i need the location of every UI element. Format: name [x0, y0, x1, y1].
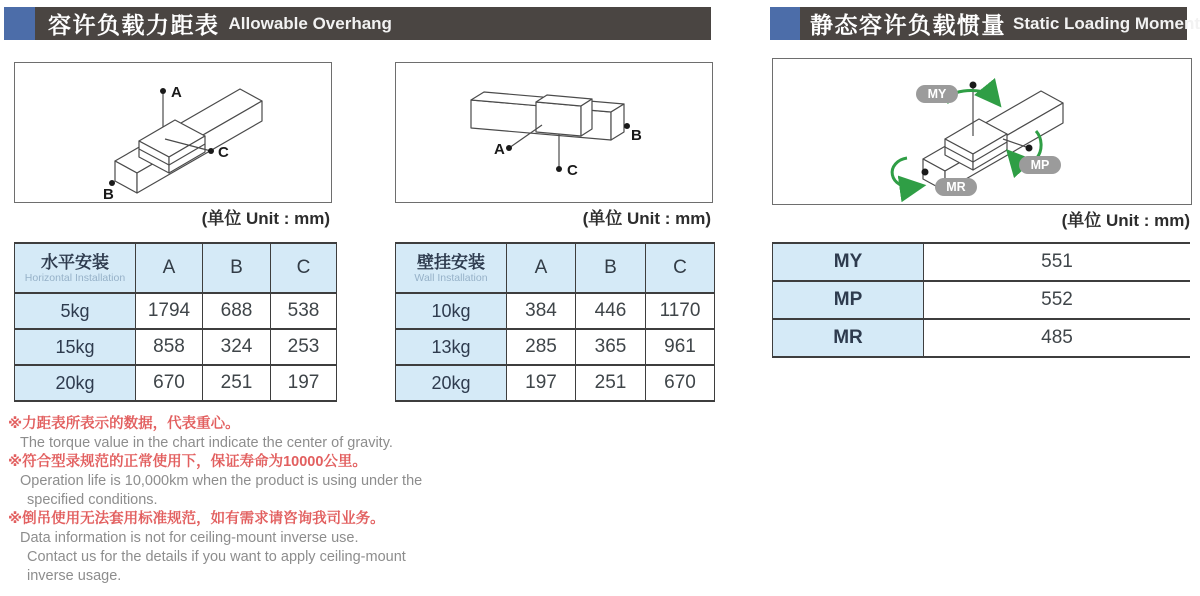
column-header-c: C: [271, 243, 337, 293]
value-cell: 1794: [136, 293, 203, 329]
mr-axis-dot: [922, 169, 929, 176]
value-cell: 446: [576, 293, 646, 329]
mp-badge-label: MP: [1030, 158, 1050, 172]
note-zh: ※力距表所表示的数据，代表重心。: [8, 416, 240, 432]
unit-label: (单位 Unit : mm): [582, 209, 711, 228]
point-a-label: A: [494, 141, 505, 158]
table-title-en: Wall Installation: [414, 271, 488, 284]
allowable-overhang-header: [4, 7, 711, 40]
mr-rotation-arrow: [892, 158, 913, 187]
header-title-zh: 静态容许负载惯量: [810, 12, 1006, 38]
column-header-a: A: [507, 243, 576, 293]
moment-value-cell: 551: [924, 243, 1191, 281]
table-title-zh: 壁挂安装: [417, 252, 485, 272]
point-a-dot: [506, 145, 512, 151]
table-row: [15, 293, 337, 329]
table-row: [773, 319, 1191, 357]
table-title-cell: [396, 243, 507, 293]
column-header-c: C: [646, 243, 715, 293]
load-cell: 10kg: [396, 293, 507, 329]
static-loading-moment-header: [770, 7, 1200, 40]
table-row: [15, 329, 337, 365]
table-title-en: Horizontal Installation: [24, 271, 126, 284]
table-row: [396, 329, 715, 365]
value-cell: 858: [136, 329, 203, 365]
note-en: Data information is not for ceiling-mount inverse use.: [20, 530, 359, 546]
point-b-dot: [624, 123, 630, 129]
value-cell: 253: [271, 329, 337, 365]
header-title-en: Allowable Overhang: [228, 13, 392, 33]
horizontal-installation-table: [14, 242, 337, 402]
my-badge-label: MY: [927, 87, 947, 101]
value-cell: 670: [646, 365, 715, 401]
value-cell: 197: [271, 365, 337, 401]
rail-isometric-drawing: [15, 63, 331, 202]
value-cell: 688: [203, 293, 271, 329]
load-cell: 20kg: [396, 365, 507, 401]
column-header-b: B: [576, 243, 646, 293]
mr-badge: [935, 178, 977, 196]
moment-value-cell: 485: [924, 319, 1191, 357]
value-cell: 670: [136, 365, 203, 401]
moment-label-cell: MY: [773, 243, 924, 281]
point-b-label: B: [103, 186, 114, 202]
load-cell: 5kg: [15, 293, 136, 329]
moment-label-cell: MP: [773, 281, 924, 319]
note-en: specified conditions.: [27, 492, 158, 508]
note-en: inverse usage.: [27, 568, 122, 584]
header-accent-square: [4, 7, 35, 40]
my-badge: [916, 85, 958, 103]
value-cell: 285: [507, 329, 576, 365]
point-a-label: A: [171, 84, 182, 101]
table-row: [396, 293, 715, 329]
unit-label: (单位 Unit : mm): [1061, 211, 1190, 230]
load-cell: 20kg: [15, 365, 136, 401]
table-title-cell: [15, 243, 136, 293]
horizontal-installation-diagram: [14, 62, 332, 203]
table-row: [773, 243, 1191, 281]
note-zh: ※符合型录规范的正常使用下，保证寿命为10000公里。: [8, 454, 367, 470]
note-zh: ※倒吊使用无法套用标准规范，如有需求请咨询我司业务。: [8, 511, 385, 527]
rail-moment-drawing: [773, 59, 1191, 204]
mp-axis-dot: [1026, 145, 1033, 152]
rail-side-drawing: [396, 63, 712, 202]
moment-directions-diagram: [772, 58, 1192, 205]
static-loading-moment-table: [772, 242, 1190, 358]
column-header-a: A: [136, 243, 203, 293]
point-c-dot: [208, 148, 214, 154]
table-row: [396, 365, 715, 401]
mr-badge-label: MR: [946, 180, 966, 194]
point-c-label: C: [567, 162, 578, 179]
value-cell: 251: [576, 365, 646, 401]
value-cell: 251: [203, 365, 271, 401]
table-header-row: [15, 243, 337, 293]
table-row: [15, 365, 337, 401]
value-cell: 538: [271, 293, 337, 329]
my-axis-dot: [970, 82, 977, 89]
table-title-zh: 水平安装: [41, 252, 109, 272]
value-cell: 1170: [646, 293, 715, 329]
value-cell: 961: [646, 329, 715, 365]
point-a-dot: [160, 88, 166, 94]
point-c-label: C: [218, 144, 229, 161]
note-en: The torque value in the chart indicate the center of gravity.: [20, 435, 393, 451]
wall-installation-table: [395, 242, 715, 402]
point-c-dot: [556, 166, 562, 172]
value-cell: 197: [507, 365, 576, 401]
value-cell: 384: [507, 293, 576, 329]
point-b-label: B: [631, 127, 642, 144]
moment-label-cell: MR: [773, 319, 924, 357]
header-title-en: Static Loading Moment: [1013, 13, 1200, 33]
footnotes: [8, 415, 488, 586]
column-header-b: B: [203, 243, 271, 293]
wall-installation-diagram: [395, 62, 713, 203]
load-cell: 15kg: [15, 329, 136, 365]
note-en: Operation life is 10,000km when the product is using under the: [20, 473, 423, 489]
table-row: [773, 281, 1191, 319]
note-en: Contact us for the details if you want to apply ceiling-mount: [27, 549, 406, 565]
header-accent-square: [770, 7, 800, 40]
value-cell: 324: [203, 329, 271, 365]
mp-badge: [1019, 156, 1061, 174]
table-header-row: [396, 243, 715, 293]
value-cell: 365: [576, 329, 646, 365]
header-title-zh: 容许负载力距表: [48, 12, 220, 38]
load-cell: 13kg: [396, 329, 507, 365]
moment-value-cell: 552: [924, 281, 1191, 319]
unit-label: (单位 Unit : mm): [201, 209, 330, 228]
